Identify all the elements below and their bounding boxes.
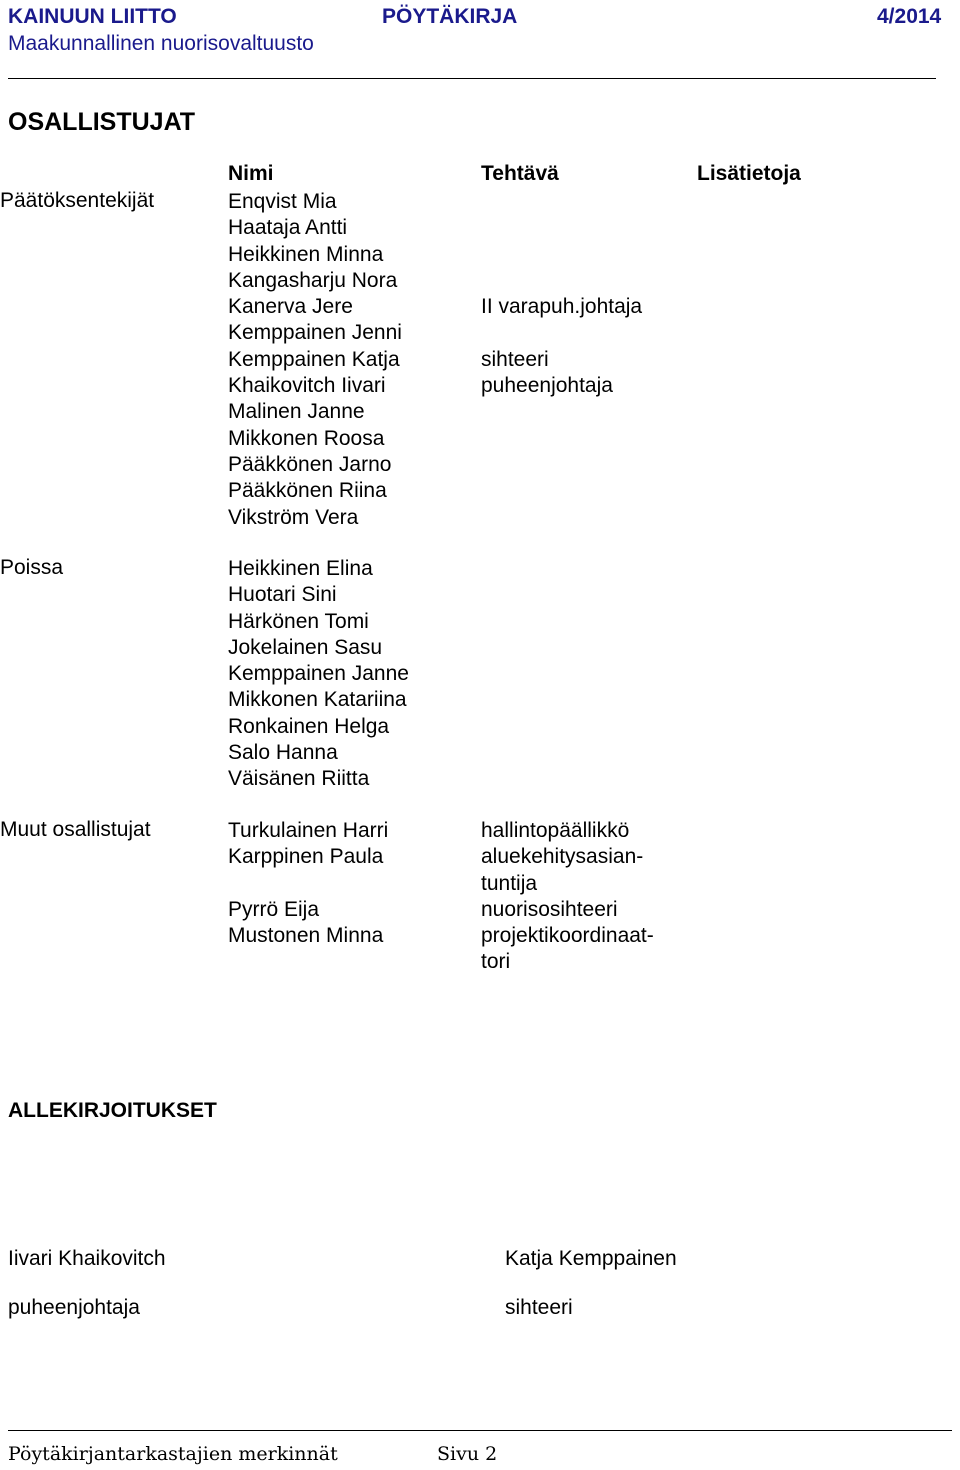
document-type: PÖYTÄKIRJA xyxy=(382,5,518,28)
participant-name: Heikkinen Minna xyxy=(228,242,384,266)
participant-name: Pääkkönen Riina xyxy=(228,479,387,503)
participant-role xyxy=(481,320,642,346)
participant-name: Malinen Janne xyxy=(228,400,365,424)
participant-name: Ronkainen Helga xyxy=(228,714,390,738)
header-divider xyxy=(8,78,936,79)
participant-role: tuntija xyxy=(481,871,538,895)
group-names-decision-makers xyxy=(228,189,402,531)
signer-role: sihteeri xyxy=(505,1296,573,1319)
group-names-absent xyxy=(228,556,409,793)
participant-name: Kemppainen Jenni xyxy=(228,321,402,345)
group-label-absent: Poissa xyxy=(0,556,64,579)
participant-role: aluekehitysasian- xyxy=(481,845,644,869)
signer-name: Katja Kemppainen xyxy=(505,1247,677,1270)
participant-name: Vikström Vera xyxy=(228,505,359,529)
participant-name: Karppinen Paula xyxy=(228,845,384,869)
participant-name: Pyrrö Eija xyxy=(228,897,320,921)
participant-name: Haataja Antti xyxy=(228,216,348,240)
participants-title: OSALLISTUJAT xyxy=(8,108,196,136)
footer-divider xyxy=(8,1430,952,1431)
participant-role xyxy=(481,242,642,268)
participant-role: puheenjohtaja xyxy=(481,374,613,398)
participant-role xyxy=(481,505,642,531)
group-roles-decision-makers xyxy=(481,189,642,531)
group-label-other-participants: Muut osallistujat xyxy=(0,818,151,841)
participant-name: Turkulainen Harri xyxy=(228,819,389,842)
column-header-notes: Lisätietoja xyxy=(697,162,801,185)
participant-name xyxy=(228,871,388,897)
footer-note: Pöytäkirjantarkastajien merkinnät xyxy=(8,1443,338,1465)
participant-role xyxy=(481,426,642,452)
participant-role xyxy=(481,189,642,215)
group-names-other-participants xyxy=(228,818,388,949)
page-number: Sivu 2 xyxy=(437,1443,498,1465)
participant-role: tori xyxy=(481,950,511,974)
signer-name: Iivari Khaikovitch xyxy=(8,1247,166,1270)
participant-role: nuorisosihteeri xyxy=(481,897,618,921)
participant-name: Jokelainen Sasu xyxy=(228,635,383,659)
participant-role: II varapuh.johtaja xyxy=(481,295,643,319)
committee-name: Maakunnallinen nuorisovaltuusto xyxy=(8,32,314,55)
participant-name: Kangasharju Nora xyxy=(228,268,398,292)
participant-name: Khaikovitch Iivari xyxy=(228,374,386,398)
column-header-name: Nimi xyxy=(228,162,274,185)
participant-role: hallintopäällikkö xyxy=(481,819,630,842)
participant-role xyxy=(481,452,642,478)
participant-name: Heikkinen Elina xyxy=(228,557,373,580)
group-roles-other-participants xyxy=(481,818,654,976)
org-name: KAINUUN LIITTO xyxy=(8,5,177,28)
participant-role: sihteeri xyxy=(481,347,549,371)
participant-name: Mustonen Minna xyxy=(228,924,384,948)
participant-name: Pääkkönen Jarno xyxy=(228,452,392,476)
participant-role xyxy=(481,399,642,425)
group-label-decision-makers: Päätöksentekijät xyxy=(0,189,155,212)
participant-name: Mikkonen Roosa xyxy=(228,426,385,450)
participant-name: Kemppainen Janne xyxy=(228,662,409,686)
participant-name: Kemppainen Katja xyxy=(228,347,400,371)
participant-name: Enqvist Mia xyxy=(228,190,337,213)
participant-role: projektikoordinaat- xyxy=(481,924,654,948)
participant-name: Kanerva Jere xyxy=(228,295,353,319)
participant-name: Härkönen Tomi xyxy=(228,609,369,633)
participant-role xyxy=(481,215,642,241)
participant-name: Mikkonen Katariina xyxy=(228,688,407,712)
column-header-role: Tehtävä xyxy=(481,162,559,185)
signer-role: puheenjohtaja xyxy=(8,1296,140,1319)
participant-role xyxy=(481,268,642,294)
participant-name: Huotari Sini xyxy=(228,583,337,607)
participant-name: Väisänen Riitta xyxy=(228,767,370,791)
participant-role xyxy=(481,478,642,504)
participant-name: Salo Hanna xyxy=(228,741,338,765)
document-number: 4/2014 xyxy=(877,5,942,28)
signatures-title: ALLEKIRJOITUKSET xyxy=(8,1099,217,1122)
